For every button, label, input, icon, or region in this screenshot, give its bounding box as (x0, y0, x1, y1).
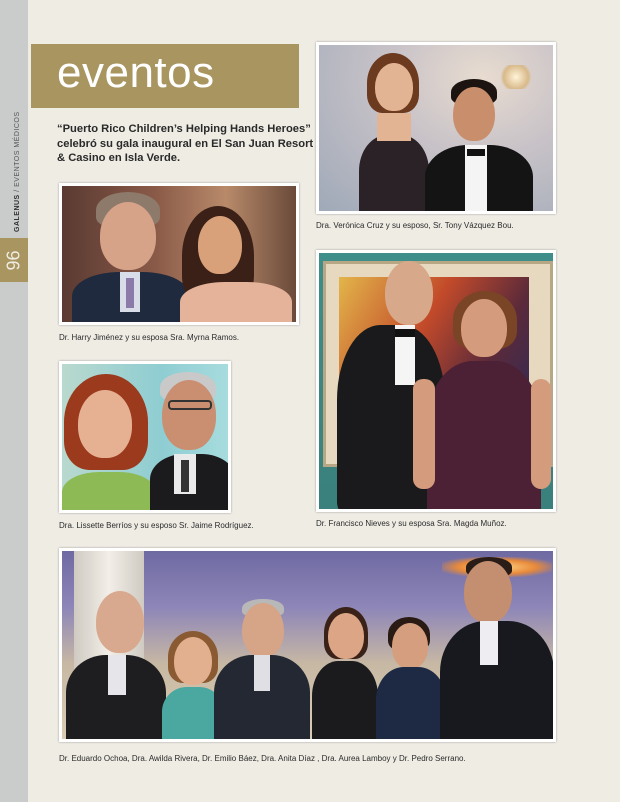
caption-cruz-vazquez: Dra. Verónica Cruz y su esposo, Sr. Tony Vázquez Bou. (316, 221, 514, 230)
section-label (14, 111, 21, 232)
title-banner (31, 44, 299, 108)
magazine-name: GALENUS (14, 194, 21, 232)
photo-cruz-vazquez (316, 42, 556, 214)
caption-berrios-rodriguez: Dra. Lissette Berríos y su esposo Sr. Jaime Rodríguez. (59, 521, 254, 530)
section-name: / EVENTOS MÉDICOS (14, 111, 21, 195)
caption-nieves-munoz: Dr. Francisco Nieves y su esposa Sra. Magda Muñoz. (316, 519, 507, 528)
photo-group (59, 548, 556, 742)
caption-jimenez-ramos: Dr. Harry Jiménez y su esposa Sra. Myrna Ramos. (59, 333, 240, 342)
caption-group: Dr. Eduardo Ochoa, Dra. Awilda Rivera, Dr. Emilio Báez, Dra. Anita Díaz , Dra. Aurea Lamboy y Dr. Pedro Serrano. (59, 754, 466, 763)
page-title: eventos (57, 48, 215, 97)
photo-jimenez-ramos (59, 183, 299, 325)
photo-nieves-munoz (316, 250, 556, 512)
page-number: 96 (3, 250, 24, 271)
photo-berrios-rodriguez (59, 361, 231, 513)
intro-text: “Puerto Rico Children’s Helping Hands Heroes” celebró su gala inaugural en El San Juan Resort & Casino en Isla Verde. (57, 123, 314, 165)
